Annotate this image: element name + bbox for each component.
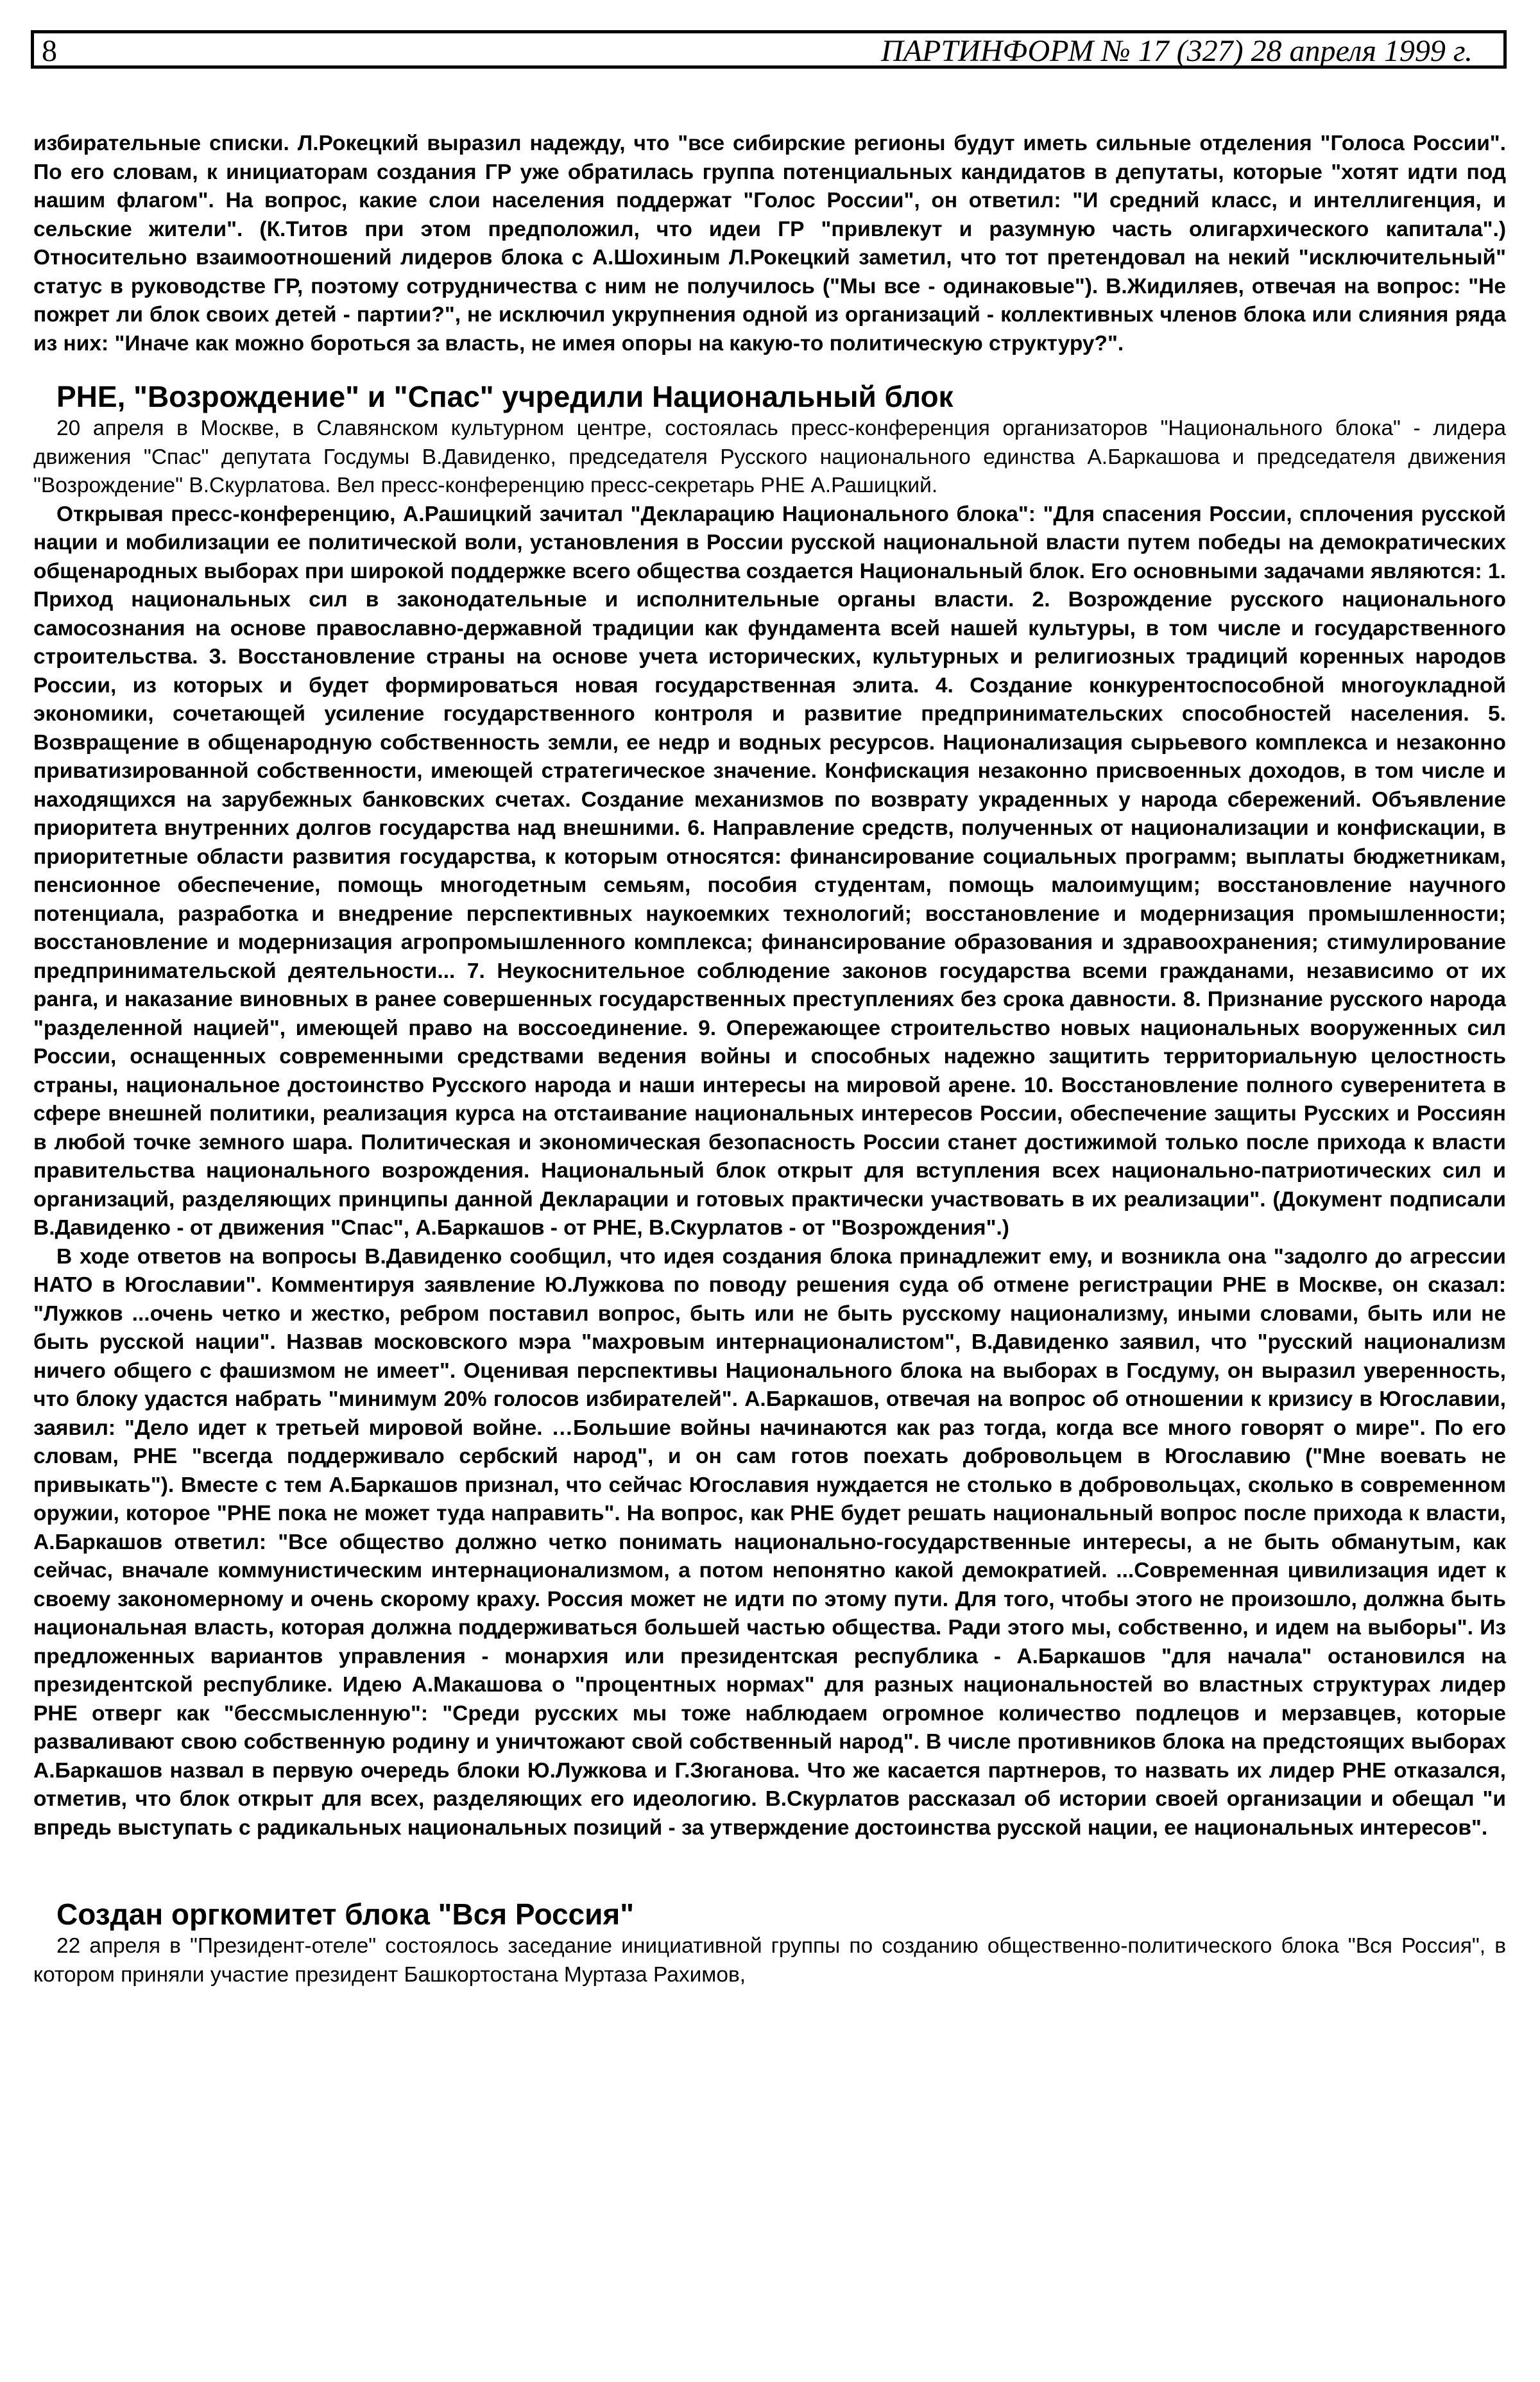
press-conference-paragraph: В ходе ответов на вопросы В.Давиденко сообщил, что идея создания блока принадлежит ему, и возникла она "задолго до агрессии НАТО в Югославии". Комментируя заявление Ю.Лужкова по поводу решения суда об отмене регистрации РНЕ в Москве, он сказал: "Лужков ...очень четко и жестко, ребром поставил вопрос, быть или не быть русскому национализму, иными словами, быть или не быть русской нации". Назвав московского мэра "махровым интернационалистом", В.Давиденко заявил, что "русский национализм ничего общего с фашизмом не имеет". Оценивая перспективы Национального блока на выборах в Госдуму, он выразил уверенность, что блоку удастся набрать "минимум 20% голосов избирателей". А.Баркашов, отвечая на вопрос об отношении к кризису в Югославии, заявил: "Дело идет к третьей мировой войне. …Большие войны начинаются как раз тогда, когда все много говорят о мире". По его словам, РНЕ "всегда поддерживало сербский народ", и он сам готов поехать добровольцем в Югославию ("Мне воевать не привыкать"). Вместе с тем А.Баркашов признал, что сейчас Югославия нуждается не столько в добровольцах, сколько в современном оружии, которое "РНЕ пока не может туда направить". На вопрос, как РНЕ будет решать национальный вопрос после прихода к власти, А.Баркашов ответил: "Все общество должно четко понимать национально-государственные интересы, а не быть обманутым, как сейчас, вначале коммунистическим интернационализмом, а потом непонятно какой демократией. ...Современная цивилизация идет к своему закономерному и очень скорому краху. Россия может не идти по этому пути. Для того, чтобы этого не произошло, должна быть национальная власть, которая должна поддерживаться большей частью общества. Ради этого мы, собственно, и идем на выборы". Из предложенных вариантов управления - монархия или президентская республика - А.Баркашов "для начала" остановился на президентской республике. Идею А.Макашова о "процентных нормах" для разных национальностей во властных структурах лидер РНЕ отверг как "бессмысленную": "Среди русских мы тоже наблюдаем огромное количество подлецов и мерзавцев, которые разваливают свою собственную родину и уничтожают свой собственный народ". В числе противников блока на предстоящих выборах А.Баркашов назвал в первую очередь блоки Ю.Лужкова и Г.Зюганова. Что же касается партнеров, то назвать их лидер РНЕ отказался, отметив, что блок открыт для всех, разделяющих его идеологию. В.Скурлатов рассказал об истории своей организации и обещал "и впредь выступать с радикальных национальных позиций - за утверждение достоинства русской нации, ее национальных интересов". — [33, 1244, 1506, 1840]
page-number: 8 — [42, 34, 57, 68]
article2-lead-paragraph: 22 апреля в "Президент-отеле" состоялось заседание инициативной группы по созданию общественно-политического блока "Вся Россия", в котором приняли участие президент Башкортостана Муртаза Рахимов, — [33, 1934, 1506, 1987]
page-header — [31, 30, 1507, 69]
article-heading-national-bloc: РНЕ, "Возрождение" и "Спас" учредили Национальный блок — [56, 380, 954, 413]
page-content — [33, 130, 1506, 1989]
intro-paragraph: избирательные списки. Л.Рокецкий выразил надежду, что "все сибирские регионы будут иметь сильные отделения "Голоса России". По его словам, к инициаторам создания ГР уже обратилась группа потенциальных кандидатов в депутаты, которые "хотят идти под нашим флагом". На вопрос, какие слои населения поддержат "Голос России", он ответил: "И средний класс, и интеллигенция, и сельские жители". (К.Титов при этом предположил, что идеи ГР "привлекут и разумную часть олигархического капитала".) Относительно взаимоотношений лидеров блока с А.Шохиным Л.Рокецкий заметил, что тот претендовал на некий "исключительный" статус в руководстве ГР, поэтому сотрудничества с ним не получилось ("Мы все - одинаковые"). В.Жидиляев, отвечая на вопрос: "Не пожрет ли блок своих детей - партии?", не исключил укрупнения одной из организаций - коллективных членов блока или слияния ряда из них: "Иначе как можно бороться за власть, не имея опоры на какую-то политическую структуру?". — [33, 132, 1506, 356]
article-heading-vsya-rossiya: Создан оргкомитет блока "Вся Россия" — [56, 1898, 635, 1931]
article-lead-paragraph: 20 апреля в Москве, в Славянском культурном центре, состоялась пресс-конференция организаторов "Национального блока" - лидера движения "Спас" депутата Госдумы В.Давиденко, председателя Русского национального единства А.Баркашова и председателя движения "Возрождение" В.Скурлатова. Вел пресс-конференцию пресс-секретарь РНЕ А.Рашицкий. — [33, 416, 1506, 497]
declaration-paragraph: Открывая пресс-конференцию, А.Рашицкий зачитал "Декларацию Национального блока": "Для спасения России, сплочения русской нации и мобилизации ее политической воли, установления в России русской национальной власти путем победы на демократических общенародных выборах при широкой поддержке всего общества создается Национальный блок. Его основными задачами являются: 1. Приход национальных сил в законодательные и исполнительные органы власти. 2. Возрождение русского национального самосознания на основе православно-державной традиции как фундамента всей нашей культуры, в том числе и государственного строительства. 3. Восстановление страны на основе учета исторических, культурных и религиозных традиций коренных народов России, из которых и будет формироваться новая государственная элита. 4. Создание конкурентоспособной многоукладной экономики, сочетающей усиление государственного контроля и развитие предпринимательских способностей населения. 5. Возвращение в общенародную собственность земли, ее недр и водных ресурсов. Национализация сырьевого комплекса и незаконно приватизированной собственности, имеющей стратегическое значение. Конфискация незаконно присвоенных доходов, в том числе и находящихся на зарубежных банковских счетах. Создание механизмов по возврату украденных у народа сбережений. Объявление приоритета внутренних долгов государства над внешними. 6. Направление средств, полученных от национализации и конфискации, в приоритетные области развития государства, к которым относятся: финансирование социальных программ; выплаты бюджетникам, пенсионное обеспечение, помощь многодетным семьям, пособия студентам, помощь малоимущим; восстановление научного потенциала, разработка и внедрение перспективных наукоемких технологий; восстановление и модернизация промышленности; восстановление и модернизация агропромышленного комплекса; финансирование образования и здравоохранения; стимулирование предпринимательской деятельности... 7. Неукоснительное соблюдение законов государства всеми гражданами, независимо от их ранга, и наказание виновных в ранее совершенных государственных преступлениях без срока давности. 8. Признание русского народа "разделенной нацией", имеющей право на воссоединение. 9. Опережающее строительство новых национальных вооруженных сил России, оснащенных современными средствами ведения войны и способных надежно защитить территориальную целостность страны, национальное достоинство Русского народа и наши интересы на мировой арене. 10. Восстановление полного суверенитета в сфере внешней политики, реализация курса на отстаивание национальных интересов России, обеспечение защиты Русских и Россиян в любой точке земного шара. Политическая и экономическая безопасность России станет достижимой только после прихода к власти правительства национального возрождения. Национальный блок открыт для вступления всех национально-патриотических сил и организаций, разделяющих принципы данной Декларации и готовых практически участвовать в их реализации". (Документ подписали В.Давиденко - от движения "Спас", А.Баркашов - от РНЕ, В.Скурлатов - от "Возрождения".) — [33, 502, 1506, 1240]
publication-title: ПАРТИНФОРМ № 17 (327) 28 апреля 1999 г. — [881, 34, 1473, 68]
